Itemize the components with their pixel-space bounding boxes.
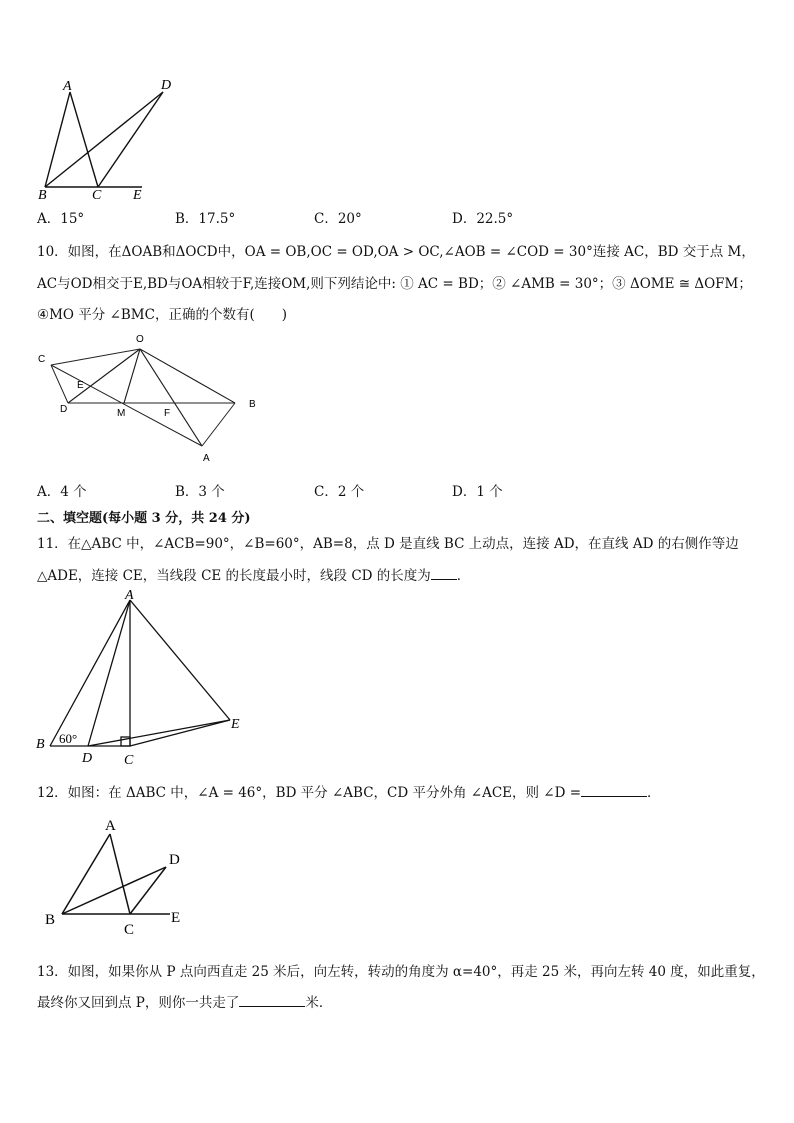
q11-label-c: C xyxy=(124,753,134,768)
section-title: 二、填空题(每小题 3 分，共 24 分) xyxy=(37,511,251,526)
q13-answer-blank[interactable] xyxy=(239,994,305,1007)
q10-label-m: M xyxy=(117,408,126,419)
q10-line-2: AC与OD相交于E,BD与OA相较于F,连接OM,则下列结论中: ① AC = BD；② ∠AMB = 30°；③ ΔOME ≅ ΔOFM； xyxy=(37,276,752,292)
q11-figure xyxy=(30,585,255,770)
q13-line-2 xyxy=(37,991,332,1011)
q12-figure xyxy=(38,812,188,940)
q11-line-2-end: ． xyxy=(456,568,471,584)
q10-line-3: ④MO 平分 ∠BMC，正确的个数有( ) xyxy=(37,307,287,323)
option-letter: D． xyxy=(452,211,477,227)
option-text: 20° xyxy=(337,211,362,227)
q11-label-b: B xyxy=(36,737,45,752)
q9-option-c xyxy=(314,207,362,227)
q11-label-a: A xyxy=(125,588,134,603)
q9-figure xyxy=(30,70,190,205)
option-text: 2 个 xyxy=(337,484,365,500)
q12-label-b: B xyxy=(45,912,56,928)
q9-label-e: E xyxy=(133,188,142,203)
q13-line-2-text: 最终你又回到点 P，则你一共走了 xyxy=(37,995,240,1011)
option-text: 3 个 xyxy=(198,484,225,500)
option-text: 1 个 xyxy=(476,484,503,500)
q10-label-c: C xyxy=(38,354,46,365)
q9-label-b: B xyxy=(38,188,47,203)
q11-angle-label: 60° xyxy=(59,731,78,746)
q12-label-e: E xyxy=(171,910,181,926)
q10-label-o: O xyxy=(136,334,144,345)
q10-label-d: D xyxy=(60,404,68,415)
q10-label-f: F xyxy=(164,408,171,419)
q13-line-1: 13．如图，如果你从 P 点向西直走 25 米后，向左转，转动的角度为 α=40°，再走 25 米，再向左转 40 度，如此重复， xyxy=(37,964,765,980)
q10-option-c xyxy=(314,480,364,500)
option-letter: C． xyxy=(314,211,338,227)
option-letter: D． xyxy=(452,484,477,500)
option-text: 15° xyxy=(60,211,85,227)
option-text: 17.5° xyxy=(198,211,236,227)
option-text: 22.5° xyxy=(476,211,514,227)
option-letter: C． xyxy=(314,484,338,500)
q11-line-2 xyxy=(37,564,470,584)
q12-label-a: A xyxy=(105,818,116,834)
q10-label-e: E xyxy=(77,380,84,391)
q9-label-c: C xyxy=(92,188,102,203)
q12-line xyxy=(37,781,661,801)
q12-text-end: ． xyxy=(647,785,661,801)
q11-line-2-text: △ADE，连接 CE，当线段 CE 的长度最小时，线段 CD 的长度为 xyxy=(37,568,431,584)
q9-option-a xyxy=(37,207,84,227)
q10-line-1: 10．如图，在ΔOAB和ΔOCD中，OA = OB,OC = OD,OA > OC,∠AOB = ∠COD = 30°连接 AC，BD 交于点 M， xyxy=(37,244,755,260)
q12-label-d: D xyxy=(169,852,180,868)
q11-label-d: D xyxy=(82,751,93,766)
q13-line-2-end: 米． xyxy=(305,995,333,1011)
q10-figure xyxy=(30,330,270,465)
option-letter: B． xyxy=(175,484,199,500)
option-text: 4 个 xyxy=(60,484,87,500)
q12-answer-blank[interactable] xyxy=(581,784,647,797)
q12-text: 12．如图：在 ΔABC 中，∠A = 46°，BD 平分 ∠ABC，CD 平分外角 ∠ACE，则 ∠D = xyxy=(37,785,582,801)
q9-option-d xyxy=(452,207,513,227)
option-letter: A． xyxy=(37,211,61,227)
q10-option-a xyxy=(37,480,87,500)
q9-label-d: D xyxy=(161,78,172,93)
q10-label-a: A xyxy=(203,453,210,464)
q10-option-d xyxy=(452,480,503,500)
q9-label-a: A xyxy=(63,79,72,94)
option-letter: B． xyxy=(175,211,199,227)
q9-option-b xyxy=(175,207,235,227)
q12-label-c: C xyxy=(124,922,135,938)
q11-label-e: E xyxy=(231,717,240,732)
q10-label-b: B xyxy=(249,399,256,410)
q11-line-1: 11．在△ABC 中，∠ACB=90°，∠B=60°，AB=8，点 D 是直线 BC 上动点，连接 AD，在直线 AD 的右侧作等边 xyxy=(37,536,739,552)
q10-option-b xyxy=(175,480,225,500)
q11-answer-blank[interactable] xyxy=(431,567,457,580)
option-letter: A． xyxy=(37,484,61,500)
